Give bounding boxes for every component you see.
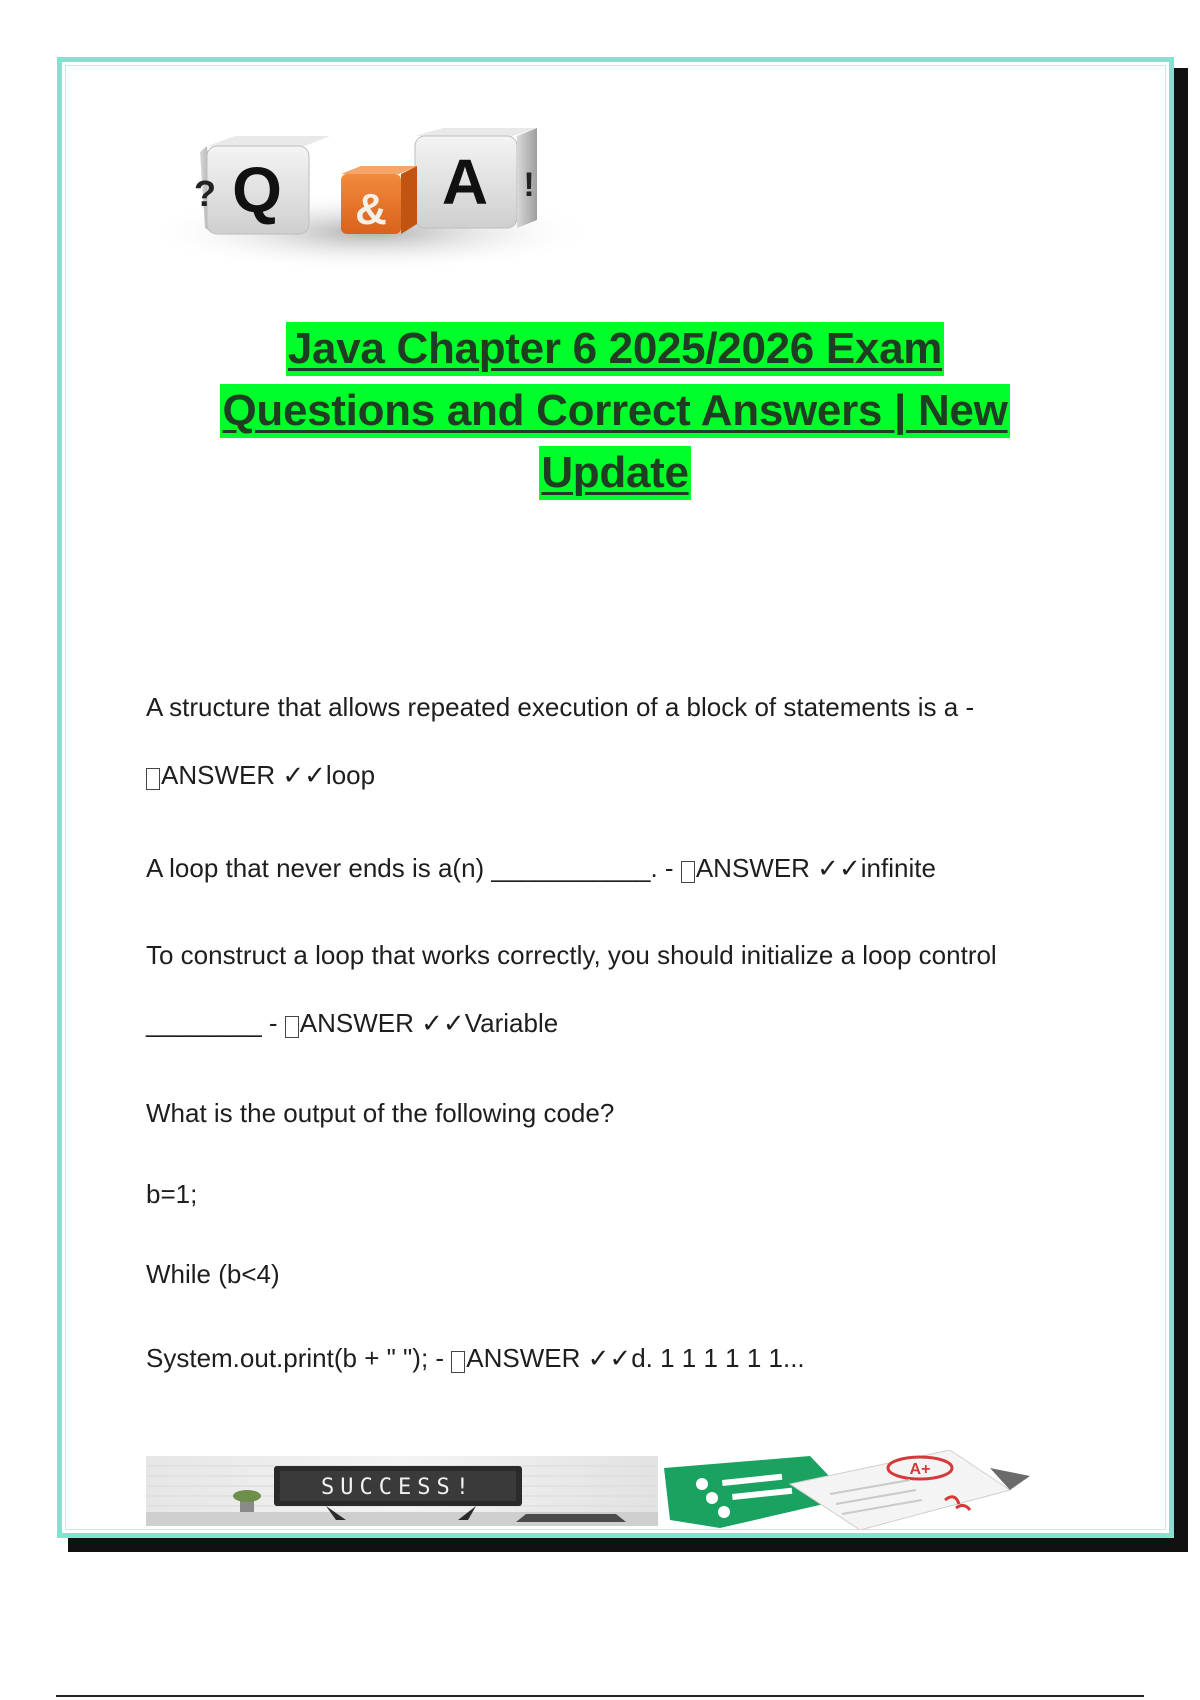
laptop-icon [516,1514,626,1522]
ampersand-die-symbol: & [355,185,387,234]
double-check-icon: ✓✓ [817,854,861,884]
answer-label: ANSWER [161,760,283,790]
answer-label: ANSWER [466,1343,588,1373]
question-1-answer [146,758,375,793]
question-2 [146,851,936,886]
q-die-letter: Q [232,154,282,226]
grade-mark-text: A+ [909,1461,931,1478]
document-title [140,318,1090,504]
answer-marker-icon [285,1016,299,1038]
question-1-text: A structure that allows repeated execution of a block of statements is a - [146,692,975,722]
question-4-text: What is the output of the following code? [146,1098,615,1128]
qa-dice-logo [145,100,597,300]
q-die-side-mark: ? [194,173,216,214]
a-die-letter: A [441,146,489,218]
question-4-code-line-2: While (b<4) [146,1259,280,1289]
answer-value: d. 1 1 1 1 1 1... [631,1343,805,1373]
question-4-code-line-3: System.out.print(b + " "); - [146,1343,452,1373]
answer-value: loop [325,760,376,790]
answer-marker-icon [451,1351,465,1373]
question-4-code-line-1: b=1; [146,1179,198,1209]
a-die [415,128,537,228]
question-3-text: To construct a loop that works correctly, you should initialize a loop control [146,940,997,970]
question-3-answer [146,1006,558,1041]
question-2-text: A loop that never ends is a(n) ___________. - [146,853,681,883]
answer-marker-icon [146,768,160,790]
answer-label: ANSWER [299,1008,422,1038]
success-banner-image [146,1456,658,1526]
title-line-2: Questions and Correct Answers | New [220,384,1009,438]
double-check-icon: ✓✓ [421,1009,465,1039]
title-line-1: Java Chapter 6 2025/2026 Exam [286,322,944,376]
answer-marker-icon [681,861,695,883]
graded-paper-banner-image [660,1450,1060,1530]
ampersand-die [341,166,417,234]
double-check-icon: ✓✓ [282,761,326,791]
footer-divider [56,1695,1144,1697]
graded-paper-icon [790,1450,1030,1530]
double-check-icon: ✓✓ [587,1344,632,1374]
success-sign-text: SUCCESS! [321,1475,475,1500]
answer-value: infinite [860,853,936,883]
question-3-blank: ________ - [146,1008,285,1038]
title-line-3: Update [539,446,690,500]
a-die-side-mark: ! [523,166,535,204]
question-4-answer [146,1341,805,1376]
answer-value: Variable [464,1008,559,1038]
answer-label: ANSWER [695,853,818,883]
